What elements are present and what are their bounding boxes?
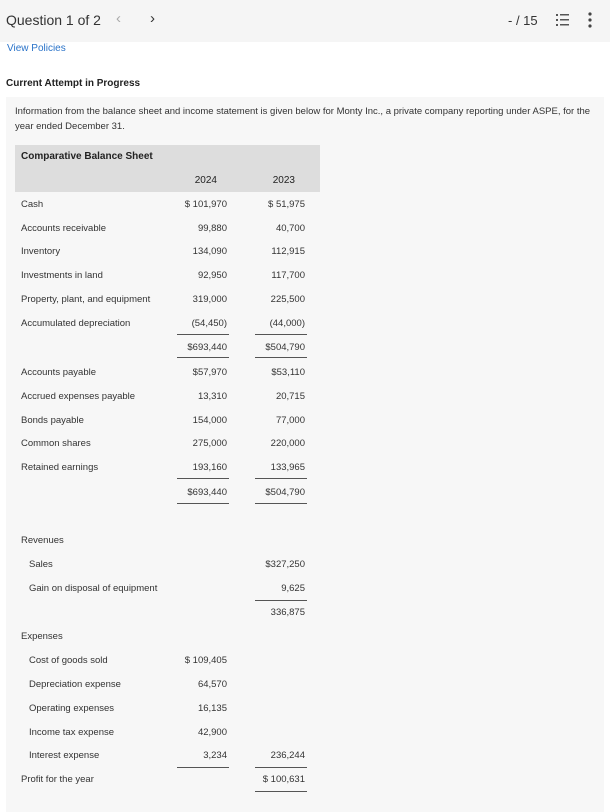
value-2023: 77,000 bbox=[275, 415, 305, 426]
subtotal-rule bbox=[177, 334, 229, 335]
question-intro: Information from the balance sheet and income statement is given below for Monty Inc., a private company reporting under ASPE, for the year ended December 31. bbox=[15, 106, 591, 132]
value-2023: 133,965 bbox=[270, 462, 305, 473]
row-label: Accounts receivable bbox=[21, 223, 107, 234]
subtotal-rule bbox=[177, 478, 229, 479]
total-rule bbox=[177, 503, 229, 504]
value-2023: 220,000 bbox=[270, 438, 305, 449]
profit-value: $ 100,631 bbox=[262, 774, 305, 785]
expenses-total: 236,244 bbox=[270, 750, 305, 761]
subtotal-rule bbox=[177, 767, 229, 768]
liabilities-total-2023: $504,790 bbox=[265, 487, 305, 498]
row-label: Gain on disposal of equipment bbox=[29, 583, 158, 594]
question-counter: Question 1 of 2 bbox=[6, 12, 101, 28]
more-options-icon[interactable] bbox=[588, 11, 592, 29]
total-rule bbox=[255, 503, 307, 504]
value-2024: $ 101,970 bbox=[184, 199, 227, 210]
row-label: Interest expense bbox=[29, 750, 100, 761]
row-label: Inventory bbox=[21, 246, 61, 257]
row-label: Accounts payable bbox=[21, 367, 96, 378]
row-label: Operating expenses bbox=[29, 703, 115, 714]
revenues-heading: Revenues bbox=[21, 535, 64, 546]
value-2023: 112,915 bbox=[271, 246, 305, 257]
gain-value: 9,625 bbox=[281, 583, 305, 594]
value-2023: 40,700 bbox=[275, 223, 305, 234]
value-2023: 117,700 bbox=[271, 270, 305, 281]
value-2024: 319,000 bbox=[192, 294, 227, 305]
assets-total-2023: $504,790 bbox=[265, 342, 305, 353]
previous-question-button[interactable]: ‹ bbox=[116, 10, 121, 27]
total-rule bbox=[177, 357, 229, 358]
score-display: - / 15 bbox=[508, 13, 538, 28]
row-label: Sales bbox=[29, 559, 53, 570]
subtotal-rule bbox=[255, 600, 307, 601]
row-label: Common shares bbox=[21, 438, 91, 449]
subtotal-rule bbox=[255, 767, 307, 768]
value-2024: 154,000 bbox=[192, 415, 227, 426]
value-2024: 13,310 bbox=[197, 391, 227, 402]
value-2024: $57,970 bbox=[192, 367, 227, 378]
expense-value: $ 109,405 bbox=[184, 655, 227, 666]
next-question-button[interactable]: › bbox=[150, 10, 155, 27]
balance-sheet-title: Comparative Balance Sheet bbox=[21, 151, 153, 162]
column-2024: 2024 bbox=[194, 175, 217, 186]
expense-value: 3,234 bbox=[203, 750, 227, 761]
sales-value: $327,250 bbox=[265, 559, 305, 570]
subtotal-rule bbox=[255, 334, 307, 335]
attempt-status: Current Attempt in Progress bbox=[6, 78, 141, 89]
profit-label: Profit for the year bbox=[21, 774, 94, 785]
row-label: Income tax expense bbox=[29, 727, 115, 738]
row-label: Bonds payable bbox=[21, 415, 84, 426]
expenses-heading: Expenses bbox=[21, 631, 63, 642]
value-2023: 20,715 bbox=[275, 391, 305, 402]
expense-value: 64,570 bbox=[197, 679, 227, 690]
value-2024: 99,880 bbox=[197, 223, 227, 234]
total-rule bbox=[255, 791, 307, 792]
value-2023: 225,500 bbox=[270, 294, 305, 305]
value-2023: $ 51,975 bbox=[268, 199, 305, 210]
column-2023: 2023 bbox=[272, 175, 295, 186]
row-label: Cash bbox=[21, 199, 44, 210]
row-label: Investments in land bbox=[21, 270, 103, 281]
row-label: Property, plant, and equipment bbox=[21, 294, 151, 305]
row-label: Cost of goods sold bbox=[29, 655, 108, 666]
row-label: Depreciation expense bbox=[29, 679, 121, 690]
value-2024: 275,000 bbox=[192, 438, 227, 449]
question-list-icon[interactable] bbox=[556, 12, 569, 28]
row-label: Accrued expenses payable bbox=[21, 391, 136, 402]
assets-total-2024: $693,440 bbox=[187, 342, 227, 353]
value-2024: (54,450) bbox=[191, 318, 227, 329]
expense-value: 42,900 bbox=[197, 727, 227, 738]
view-policies-link[interactable]: View Policies bbox=[7, 43, 66, 54]
total-rule bbox=[255, 357, 307, 358]
row-label: Retained earnings bbox=[21, 462, 99, 473]
value-2023: $53,110 bbox=[271, 367, 305, 378]
liabilities-total-2024: $693,440 bbox=[187, 487, 227, 498]
row-label: Accumulated depreciation bbox=[21, 318, 131, 329]
value-2023: (44,000) bbox=[269, 318, 305, 329]
revenues-total: 336,875 bbox=[270, 607, 305, 618]
expense-value: 16,135 bbox=[197, 703, 227, 714]
value-2024: 92,950 bbox=[197, 270, 227, 281]
value-2024: 193,160 bbox=[192, 462, 227, 473]
subtotal-rule bbox=[255, 478, 307, 479]
value-2024: 134,090 bbox=[192, 246, 227, 257]
